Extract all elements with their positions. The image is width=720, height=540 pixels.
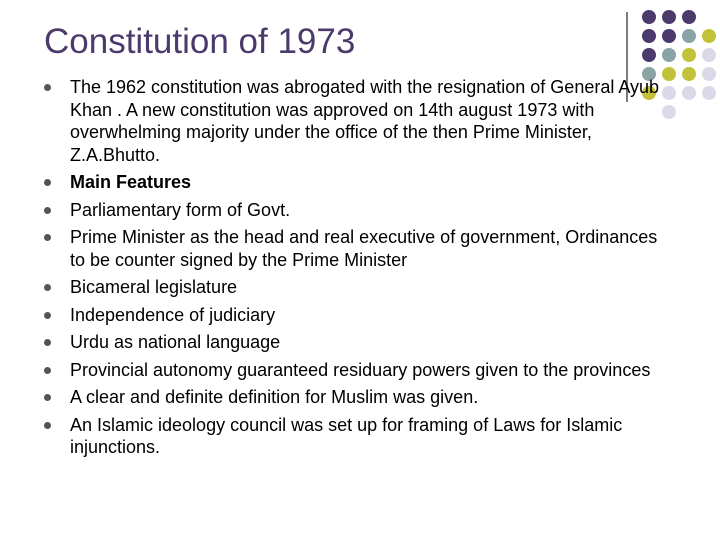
bullet-list <box>44 76 664 464</box>
decoration-dot <box>662 48 676 62</box>
slide-title: Constitution of 1973 <box>44 22 356 61</box>
list-item <box>44 276 664 299</box>
bullet-text: Provincial autonomy guaranteed residuary powers given to the provinces <box>70 359 651 380</box>
list-item <box>44 171 664 194</box>
decoration-dot <box>702 67 716 81</box>
bullet-text: The 1962 constitution was abrogated with the resignation of General Ayub Khan . A new constitution was approved on 14th august 1973 with overwhelming majority under the office of the then Prime Minister, Z.A.Bhutto. <box>70 77 660 165</box>
bullet-icon <box>44 422 51 429</box>
decoration-dot <box>662 67 676 81</box>
decoration-dot <box>682 29 696 43</box>
list-item <box>44 76 664 166</box>
bullet-icon <box>44 234 51 241</box>
list-item <box>44 331 664 354</box>
decoration-dot <box>682 48 696 62</box>
bullet-icon <box>44 84 51 91</box>
bullet-text: Prime Minister as the head and real executive of government, Ordinances to be counter signed by the Prime Minister <box>70 227 658 270</box>
list-item <box>44 386 664 409</box>
bullet-text: Independence of judiciary <box>70 304 276 325</box>
bullet-icon <box>44 339 51 346</box>
bullet-icon <box>44 394 51 401</box>
bullet-text: A clear and definite definition for Muslim was given. <box>70 387 479 407</box>
bullet-text: An Islamic ideology council was set up for framing of Laws for Islamic injunctions. <box>70 414 623 457</box>
list-item <box>44 359 664 382</box>
bullet-text: Bicameral legislature <box>70 277 238 297</box>
decoration-dot <box>682 86 696 100</box>
bullet-icon <box>44 179 51 186</box>
bullet-text: Urdu as national language <box>70 332 281 352</box>
list-item <box>44 414 664 459</box>
decoration-dot <box>662 10 676 24</box>
decoration-dot <box>682 67 696 81</box>
decoration-dot <box>682 10 696 24</box>
bullet-icon <box>44 284 51 291</box>
list-item <box>44 226 664 271</box>
decoration-dot <box>662 86 676 100</box>
bullet-text: Main Features <box>70 172 192 192</box>
bullet-icon <box>44 207 51 214</box>
decoration-dot <box>662 29 676 43</box>
bullet-icon <box>44 367 51 374</box>
decoration-dot <box>702 48 716 62</box>
decoration-dot <box>642 29 656 43</box>
decoration-dot <box>702 86 716 100</box>
list-item <box>44 199 664 222</box>
decoration-dot <box>642 10 656 24</box>
list-item <box>44 304 664 327</box>
decoration-dot <box>662 105 676 119</box>
decoration-dot <box>642 48 656 62</box>
decoration-dot <box>702 29 716 43</box>
bullet-text: Parliamentary form of Govt. <box>70 199 291 220</box>
bullet-icon <box>44 312 51 319</box>
